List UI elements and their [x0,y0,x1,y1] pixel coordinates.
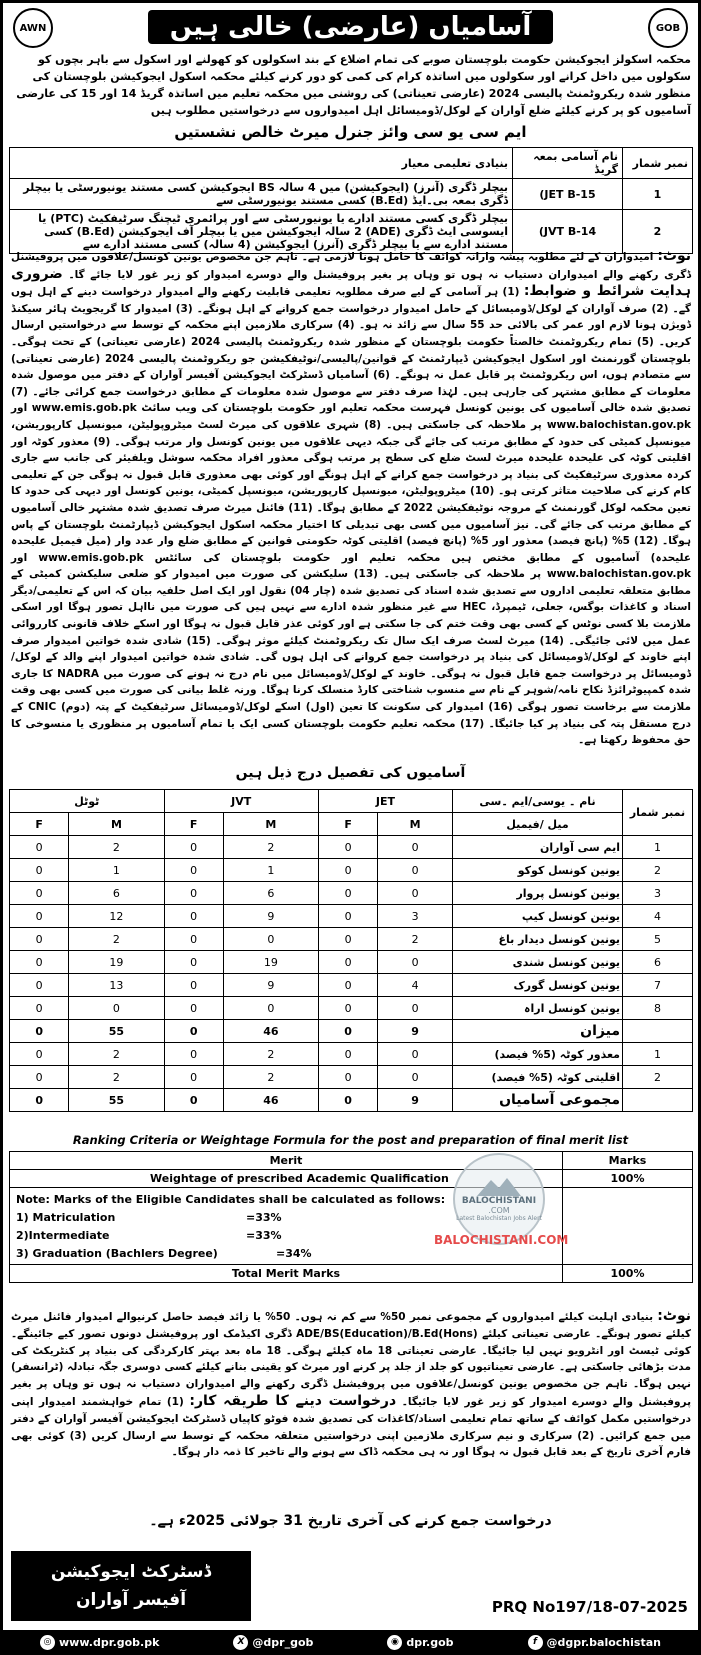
header-post: نام آسامی بمعہ گریڈ [513,148,623,179]
posts-table [9,147,693,254]
globe-icon: ◎ [40,1635,55,1650]
table-row: 3 یونین کونسل پروار 0 0 6 0 6 0 [10,882,693,905]
mountain-icon [477,1176,521,1196]
table-row: 1 ایم سی آواران 0 0 2 0 2 0 [10,836,693,859]
ranking-title: Ranking Criteria or Weightage Formula for the post and preparation of final merit list [72,1133,629,1147]
header-no: نمبر شمار [623,148,693,179]
terms-body: (1) ہر آسامی کے لیے صرف مطلوبہ تعلیمی قابلیت رکھنے والے امیدوار درخواست دینے کے اہل ہوں گے۔ (2) صرف آواران کے لوکل/ڈومیسائل کے حامل امیدوار درخواست جمع کروانے کے اہل ہونگے۔ (3) امیدوار کا گریجویٹ ہائر سیکنڈ ڈویژن ہونا لازم اور عمر کی بالائی حد 55 سال سے زائد نہ ہو۔ (4) سرکاری ملازمین اپنے محکمہ کے توسط سے درخواستیں ارسال کریں۔ (5) تمام ریکروٹمنٹ خالصتاً حکومت بلوچستان کے منظور شدہ ریکروٹمنٹ پالیسی 2024 (عارضی تعیناتی) کے تحت ہوگی۔ بلوچستان گورنمنٹ اور اسکول ایجوکیشن ڈیپارٹمنٹ کے قوانین/پالیسی/نوٹیفکیشن جو ریکروٹمنٹ پالیسی 2024 (عارضی تعیناتی) سے متصادم ہوں، اس ریکروٹمنٹ پر قابل عمل نہ ہونگے۔ (6) آسامیاں ڈسٹرکٹ ایجوکیشن آفیسر آواران کے دفتر میں موصول شدہ معلومات کے مطابق مشتہر کی جارہی ہیں۔ لہٰذا صرف دفتر سے موصول شدہ معلومات کے مطابق درخواست جمع کرائی جائے۔ (7) تصدیق شدہ خالی آسامیوں کی یونین کونسل فہرست محکمہ تعلیم اور حکومت بلوچستان کی ویب سائٹ www.emis.gob.pk اور www.balochistan.gov.pk پر ملاحظہ کی جاسکتی ہیں۔ (8) شہری علاقوں کی میرٹ لسٹ میٹروپولیٹن، میونسپل کارپوریشن، میونسپل کمیٹی کی حدود کے مطابق مرتب کی جائے گی جبکہ دیہی علاقوں میں یونین کونسل وار مرتب ہوگی۔ (9) معذور کوٹہ اور اقلیتی کوٹہ کی علیحدہ علیحدہ میرٹ لسٹ ضلع کی سطح پر مرتب ہوگی معذور افراد محکمہ سوشل ویلفیئر کی جانب سے جاری کردہ معذوری سرٹیفکیٹ کی بنیاد پر درخواست جمع کرانے کے اہل ہونگے اور کوئی بھی معذوری قابل قبول نہ ہوگی جن کے تعلیمی کام کرنے کی صلاحیت متاثر کرتی ہو۔ (10) میٹروپولیٹن، میونسپل کارپوریشن، میونسپل کمیٹی، یونین کونسل اور دیہی کی حدود کا تعین محکمہ لوکل گورنمنٹ کے مروجہ نوٹیفکیشن 2022 کے مطابق ہوگا۔ (11) فائنل میرٹ صرف تصدیق شدہ مشتہر خالی آسامیوں کے مطابق مرتب کی جائے گی۔ نیز آسامیوں میں کسی بھی تبدیلی کا اختیار محکمہ اسکول ایجوکیشن ڈیپارٹمنٹ بلوچستان کے پاس ہوگا۔ (12) 5% (پانچ فیصد) معذور اور 5% (پانچ فیصد) اقلیتی کوٹہ حکومتی قوانین کے مطابق ضلع وار عدد وار (میل فیمیل علیحدہ علیحدہ) آسامیوں کے مطابق مختص ہیں محکمہ تعلیم اور حکومت بلوچستان کی سائٹس www.emis.gob.pk اور www.balochistan.gov.pk پر ملاحظہ کی جاسکتی ہیں۔ (13) سلیکشن کی صورت میں امیدوار کو ضلعی سلیکشن کمیٹی کے مطابق متعلقہ تعلیمی اداروں سے تصدیق شدہ اسناد کی تصدیق شدہ (چار 04) نقول اور ایک اصل حلفیہ بیان کہ اس کے تعلیمی/دیگر اسناد و کاغذات بوگس، جعلی، ٹیمپرڈ، HEC سے غیر منظور شدہ ادارے سے نہیں ہیں کی صورت میں نااہل تصور ہوگا اور اسکی ملازمت بلا کسی نوٹس کے کسی بھی وقت ختم کی جا سکتی ہے اور کوئی عذر قابل قبول نہ ہوگا اور اسکے خلاف قانونی کارروائی عمل میں لائی جائیگی۔ (14) میرٹ لسٹ صرف ایک سال تک ریکروٹمنٹ کیلئے موثر ہوگی۔ (15) شادی شدہ خواتین امیدوار صرف اپنے خاوند کے لوکل/ڈومیسائل کی بنیاد پر درخواست جمع کروانے کی اہل ہوں گی۔ شادی شدہ خواتین امیدوار اپنے والد کے لوکل/ڈومیسائل پر درخواست جمع قابل قبول نہ ہوگی۔ خاوند کے لوکل/ڈومیسائل میں نام درج نہ ہونے کی صورت میں NADRA کا جاری شدہ کمپیوٹرائزڈ نکاح نامہ/شوہر کے نام سے منسوب شناختی کارڈ منسلک کرنا ہوگا۔ ورنہ غلط بیانی کی صورت میں کسی بھی وقت ملازمت سے برخاست تصور ہوگی (16) امیدوار کی سکونت کا تعین (اول) اسکے لوکل/ڈومیسائل سرٹیفکیٹ کے پتہ (دوم) CNIC کے درج مستقل پتہ کی بنیاد پر کیا جائیگا۔ (17) محکمہ تعلیم حکومت بلوچستان کسی ایک یا تمام آسامیوں پر منظوری یا منسوخی کا حق محفوظ رکھتا ہے۔ [11,286,692,747]
table-row: میزان 9 0 46 0 55 0 [10,1020,693,1043]
watermark-site: BALOCHISTANI.COM [434,1233,569,1247]
footer [3,1630,698,1655]
note-label: نوٹ: [657,248,692,264]
section-subtitle: ایم سی یو سی وائز جنرل میرٹ خالص نشستیں [174,123,527,141]
facebook-icon: f [528,1635,543,1650]
terms-heading: ضروری ہدایت شرائط و ضوابط: [11,265,691,300]
table-row: 7 یونین کونسل گورک 4 0 9 0 13 0 [10,974,693,997]
instagram-link[interactable]: dpr.gob [406,1636,454,1649]
table-row: مجموعی آسامیاں 9 0 46 0 55 0 [10,1089,693,1112]
signature-block: ڈسٹرکٹ ایجوکیشن آفیسر آواران [11,1551,251,1621]
header-qualification: بنیادی تعلیمی معیار [10,148,513,179]
table-row: 4 یونین کونسل کیپ 3 0 9 0 12 0 [10,905,693,928]
table-row: 5 یونین کونسل دیدار باغ 2 0 0 0 2 0 [10,928,693,951]
table-row: 2 (JVT B-14 بیچلر ڈگری کسی مستند ادارے یا یونیورسٹی سے اور پرائمری ٹیچنگ سرٹیفکیٹ (PTC) یا ایسوسی ایٹ ڈگری (ADE) 2 سالہ ایجوکیشن میں یا بیچلر آف ایجوکیشن (B.Ed) کسی مستند ادارے سے یا بیچلر ڈگری (آنرز) ایجوکیشن (4 سالہ) کسی مستند ادارے سے [10,210,693,254]
facebook-link[interactable]: @dgpr.balochistan [546,1636,661,1649]
note-text: امیدواران کے لئے مطلوبہ پیشہ وارانہ کوائف کا حامل ہونا لازمی ہے۔ تاہم جن مخصوص یونین کونسل/علاقوں میں پروفیشنل ڈگری رکھنے والے امیدواران دستیاب نہ ہوں تو وہاں پر بغیر پروفیشنل والے دوسرے امیدوار کو زیر غور لایا جائے گا۔ [11,251,692,281]
intro-paragraph: محکمہ اسکولز ایجوکیشن حکومت بلوچستان صوبے کی تمام اضلاع کے بند اسکولوں کو کھولنے اور اسکول سے باہر بچوں کو سکولوں میں داخل کرانے اور سکولوں میں اساتذہ کرام کی کمی کو دور کرنے کیلئے محکمہ اسکول ایجوکیشن بلوچستان کی منظور شدہ ریکروٹمنٹ پالیسی 2024 (عارضی تعیناتی) کی روشنی میں محکمہ تعلیم میں اساتذہ گریڈ 14 اور 15 کی عارضی آسامیوں کو پر کرنے کیلئے ضلع آواران کے لوکل/ڈومیسائل اہل امیدواروں سے درخواستیں مطلوب ہیں [16,53,691,117]
watermark-stamp: BALOCHISTANI .COM Latest Balochistan Jobs Alert [453,1153,545,1245]
header [3,3,698,51]
instagram-icon: ◉ [387,1635,402,1650]
government-logo-icon: GOB [648,8,688,48]
page-title: آسامیاں (عارضی) خالی ہیں [148,10,554,44]
table-row: 1 معذور کوٹہ (5% فیصد) 0 0 2 0 2 0 [10,1043,693,1066]
prq-number: PRQ No197/18-07-2025 [491,1598,688,1616]
vacancy-title: آسامیوں کی تفصیل درج ذیل ہیں [235,765,466,781]
district-logo-icon: AWN [13,8,53,48]
twitter-link[interactable]: @dpr_gob [252,1636,314,1649]
vacancy-table: نمبر شمار نام ۔ یوسی/ایم ۔سی JET JVT ٹوٹل میل /فیمیل M F M F M F 1 ایم سی آواران 0 0 2 0 2 0 2 یونین کونسل کوکو 0 0 1 0 1 0 3 یونین کونسل پروار 0 0 6 0 6 0 4 یونین کونسل کیپ 3 0 9 0 12 0 5 یونین کونسل دیدار باغ 2 0 0 0 2 0 6 یونین کونسل شندی 0 0 19 0 19 0 7 یونین کونسل گورک 4 0 9 0 13 0 8 یونین کونسل اراہ 0 0 0 0 0 0 میزان 9 0 46 0 55 0 1 معذور کوٹہ (5% فیصد) 0 0 2 0 2 0 2 اقلیتی کوٹہ (5% فیصد) 0 0 2 0 2 0 مجموعی آسامیاں 9 0 46 0 55 0 [9,789,693,1112]
table-row: 2 اقلیتی کوٹہ (5% فیصد) 0 0 2 0 2 0 [10,1066,693,1089]
table-row: 8 یونین کونسل اراہ 0 0 0 0 0 0 [10,997,693,1020]
x-icon: X [233,1635,248,1650]
deadline: درخواست جمع کرنے کی آخری تاریخ 31 جولائی 2025ء ہے۔ [149,1513,552,1529]
table-row: 2 یونین کونسل کوکو 0 0 1 0 1 0 [10,859,693,882]
merit-table: Merit Marks Weightage of prescribed Academic Qualification 100% Note: Marks of the Eligible Candidates shall be calculated as follows: 1) Matriculation =33% 2)Intermediate =33% 3) Graduation (Bachlers Degree) =34% Total Merit Marks 100% [9,1151,693,1283]
website-link[interactable]: www.dpr.gob.pk [59,1636,160,1649]
terms-and-conditions [11,248,691,749]
notes-and-application-method: نوٹ: بنیادی اہلیت کیلئے امیدواروں کے مجموعی نمبر 50% سے کم نہ ہوں۔ 50% یا زائد فیصد حاصل کرنیوالے امیدوار فائنل میرٹ کیلئے تصور ہونگے۔ عارضی تعیناتی کیلئے ADE/BS(Education)/B.Ed(Hons) ڈگری اکیڈمک اور پروفیشنل دونوں تصور کیے جائینگے۔ کوئی ٹیسٹ اور انٹرویو نہیں لیا جائیگا۔ عارضی تعیناتی 18 ماہ کیلئے ہوگی۔ 18 ماہ بعد بہتر کارکردگی کی بنیاد پر کنٹریکٹ کی مدت بڑھائی جاسکتی ہے۔ عارضی تعیناتیوں کو جلد از جلد پر کرنے اور میرٹ کو یقینی بنانے کیلئے کسی دوسری جگہ تبادلہ (ٹرانسفر) نہیں ہوگا۔ تاہم جن مخصوص یونین کونسل/علاقوں میں پروفیشنل ڈگری رکھنے والے امیدواران دستیاب نہ ہوں تو وہاں پر بغیر پروفیشنل والے دوسرے امیدوار کو زیر غور لایا جائیگا۔ درخواست دینے کا طریقہ کار: (1) تمام خواہشمند امیدوار اپنی درخواستیں مکمل کوائف کے ساتھ تمام تعلیمی اسناد/کاغذات کی تصدیق شدہ فوٹو کاپیاں ڈسٹرکٹ ایجوکیشن آفیسر آواران کے دفتر میں جمع کرائیں۔ (2) سرکاری و نیم سرکاری ملازمین اپنی درخواستیں متعلقہ محکمہ کے توسط سے ارسال کریں (3) کوئی بھی فارم آخری تاریخ کے بعد قابل قبول نہ ہوگا اور نہ ہی محکمہ ڈاک سے ہونے والے تاخیر کا ذمہ دار ہوگا۔ [11,1308,692,1459]
table-row: 1 (JET B-15 بیچلر ڈگری (آنرز) (ایجوکیشن) میں 4 سالہ BS ایجوکیشن کسی مستند یونیورسٹی یا بیچلر ڈگری بمعہ بی۔ایڈ (B.Ed) کسی مستند یونیورسٹی سے [10,179,693,210]
table-row: 6 یونین کونسل شندی 0 0 19 0 19 0 [10,951,693,974]
